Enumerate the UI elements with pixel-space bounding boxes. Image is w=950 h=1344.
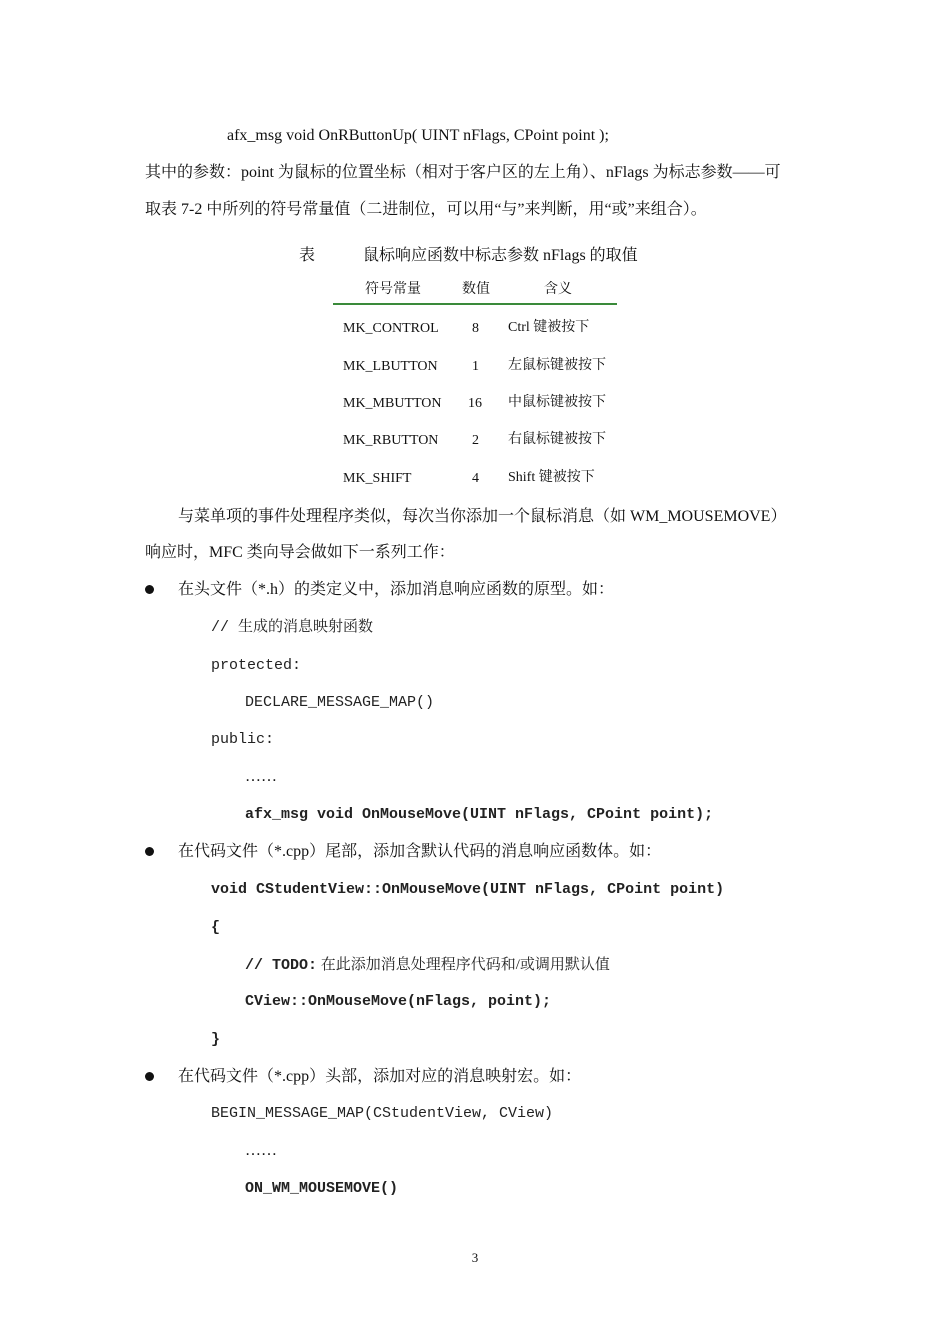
code-line: DECLARE_MESSAGE_MAP(): [245, 694, 435, 711]
table-cell-meaning: 左鼠标键被按下: [508, 358, 606, 373]
code-comment: // TODO:: [245, 957, 318, 974]
page-number: 3: [471, 1250, 479, 1265]
table-label: 表: [299, 247, 316, 264]
table-cell-value: 4: [472, 471, 479, 486]
paragraph-line: 取表 7-2 中所列的符号常量值（二进制位，可以用“与”来判断，用“或”来组合）。: [145, 201, 707, 218]
bullet-icon: [145, 1072, 154, 1081]
code-line: protected:: [211, 657, 302, 674]
code-line: CView::OnMouseMove(nFlags, point);: [245, 993, 552, 1010]
code-comment-text: 在此添加消息处理程序代码和/或调用默认值: [317, 957, 610, 973]
code-line: // 生成的消息映射函数: [211, 619, 374, 636]
code-line: [245, 955, 610, 976]
code-line: void CStudentView::OnMouseMove(UINT nFlags, CPoint point): [211, 881, 725, 898]
table-header: 数值: [462, 282, 490, 297]
ellipsis: ……: [245, 1142, 277, 1159]
table-header-rule: [333, 303, 617, 305]
table-title: 鼠标响应函数中标志参数 nFlags 的取值: [363, 247, 638, 264]
table-cell-value: 2: [472, 433, 479, 448]
table-cell-name: MK_SHIFT: [343, 471, 412, 486]
paragraph-line: 与菜单项的事件处理程序类似，每次当你添加一个鼠标消息（如 WM_MOUSEMOVE）: [178, 508, 787, 525]
bullet-text: 在头文件（*.h）的类定义中，添加消息响应函数的原型。如：: [178, 581, 615, 598]
bullet-text: 在代码文件（*.cpp）头部，添加对应的消息映射宏。如：: [178, 1068, 582, 1085]
bullet-icon: [145, 847, 154, 856]
function-signature: afx_msg void OnRButtonUp( UINT nFlags, CPoint point );: [227, 127, 609, 144]
bullet-text: 在代码文件（*.cpp）尾部，添加含默认代码的消息响应函数体。如：: [178, 843, 662, 860]
table-cell-meaning: 右鼠标键被按下: [508, 432, 606, 447]
code-line: }: [211, 1031, 221, 1048]
table-cell-name: MK_CONTROL: [343, 321, 439, 336]
table-cell-value: 8: [472, 321, 479, 336]
code-line: {: [211, 919, 221, 936]
table-cell-name: MK_LBUTTON: [343, 359, 438, 374]
table-cell-value: 1: [472, 359, 479, 374]
table-cell-meaning: Ctrl 键被按下: [508, 320, 590, 335]
table-header: 符号常量: [365, 282, 421, 297]
code-line: BEGIN_MESSAGE_MAP(CStudentView, CView): [211, 1105, 554, 1122]
table-cell-value: 16: [468, 396, 482, 411]
paragraph-line: 其中的参数：point 为鼠标的位置坐标（相对于客户区的左上角）、nFlags 为标志参数——可: [145, 164, 781, 181]
table-cell-name: MK_MBUTTON: [343, 396, 442, 411]
code-line: public:: [211, 731, 275, 748]
table-header: 含义: [544, 282, 572, 297]
table-cell-name: MK_RBUTTON: [343, 433, 439, 448]
table-cell-meaning: Shift 键被按下: [508, 470, 595, 485]
table-cell-meaning: 中鼠标键被按下: [508, 395, 606, 410]
code-line: ON_WM_MOUSEMOVE(): [245, 1180, 399, 1197]
code-line: afx_msg void OnMouseMove(UINT nFlags, CPoint point);: [245, 806, 714, 823]
bullet-icon: [145, 585, 154, 594]
paragraph-line: 响应时，MFC 类向导会做如下一系列工作：: [145, 544, 455, 561]
ellipsis: ……: [245, 768, 277, 785]
